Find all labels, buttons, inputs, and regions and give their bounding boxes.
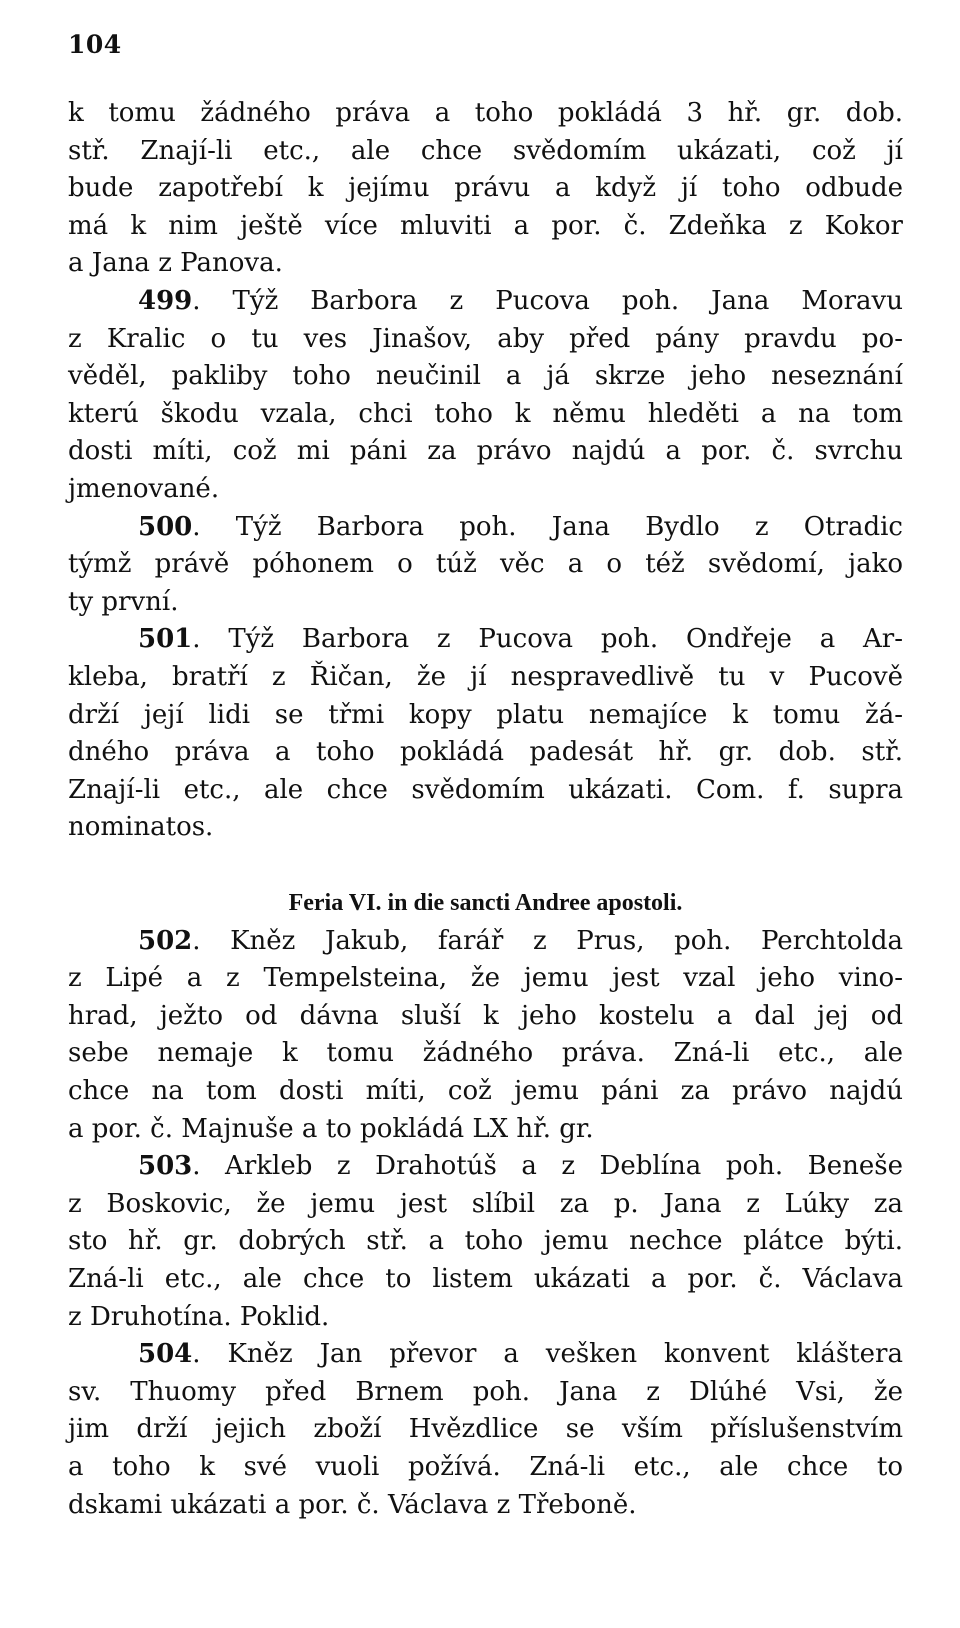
entry-text: . Kněz Jakub, farář z Prus, poh. Perchtolda	[192, 925, 903, 956]
text-line: z Kralic o tu ves Jinašov, aby před pány pravdu po-	[68, 323, 903, 354]
entry-text: . Arkleb z Drahotúš a z Deblína poh. Beneše	[192, 1151, 903, 1182]
text-line: sv. Thuomy před Brnem poh. Jana z Dlúhé Vsi, že	[68, 1376, 903, 1407]
text-line: dného práva a toho pokládá padesát hř. gr. dob. stř.	[68, 737, 903, 768]
text-line: ty první.	[68, 586, 179, 617]
text-block-upper	[68, 95, 903, 847]
text-line: dskami ukázati a por. č. Václava z Třeboně.	[68, 1489, 637, 1520]
text-line: jim drží jejich zboží Hvězdlice se vším příslušenstvím	[68, 1414, 903, 1445]
text-line: z Druhotína. Poklid.	[68, 1301, 330, 1332]
text-line: a por. č. Majnuše a to pokládá LX hř. gr.	[68, 1113, 594, 1144]
entry-499-first-line	[68, 283, 903, 321]
entry-number: 503	[138, 1151, 193, 1182]
entry-number: 502	[138, 925, 193, 956]
text-line: bude zapotřebí k jejímu právu a když jí toho odbude	[68, 173, 903, 204]
text-line: a Jana z Panova.	[68, 248, 283, 279]
text-line: hrad, ježto od dávna sluší k jeho kostelu a dal jej od	[68, 1000, 903, 1031]
text-line: sebe nemaje k tomu žádného práva. Zná-li etc., ale	[68, 1038, 903, 1069]
text-line: týmž právě póhonem o túž věc a o též svědomí, jako	[68, 549, 903, 580]
entry-number: 500	[138, 511, 193, 542]
text-line: Znají-li etc., ale chce svědomím ukázati. Com. f. supra	[68, 774, 903, 805]
entry-text: . Týž Barbora z Pucova poh. Ondřeje a Ar-	[192, 624, 903, 655]
entry-number: 504	[138, 1339, 193, 1370]
text-line: věděl, pakliby toho neučinil a já skrze jeho neseznání	[68, 361, 903, 392]
entry-text: . Týž Barbora poh. Jana Bydlo z Otradic	[192, 511, 903, 542]
text-line: sto hř. gr. dobrých stř. a toho jemu nechce plátce býti.	[68, 1226, 903, 1257]
text-line: chce na tom dosti míti, což jemu páni za právo najdú	[68, 1075, 903, 1106]
entry-number: 501	[138, 624, 193, 655]
text-block-lower	[68, 885, 903, 1524]
entry-503-first-line	[68, 1148, 903, 1186]
text-line: z Lipé a z Tempelsteina, že jemu jest vzal jeho vino-	[68, 963, 903, 994]
entry-500-first-line	[68, 509, 903, 547]
entry-501-first-line	[68, 621, 903, 659]
text-line: jmenované.	[68, 473, 220, 504]
entry-504-first-line	[68, 1336, 903, 1374]
text-line: kterú škodu vzala, chci toho k němu hleděti a na tom	[68, 398, 903, 429]
page-number: 104	[68, 30, 122, 59]
entry-502-first-line	[68, 923, 903, 961]
section-heading: Feria VI. in die sancti Andree apostoli.	[288, 890, 683, 916]
entry-text: . Kněz Jan převor a vešken konvent kláštera	[192, 1339, 903, 1370]
text-line: má k nim ještě více mluviti a por. č. Zdeňka z Kokor	[68, 210, 903, 241]
entry-number: 499	[138, 285, 193, 316]
text-line: Zná-li etc., ale chce to listem ukázati a por. č. Václava	[68, 1263, 903, 1294]
text-line: drží její lidi se třmi kopy platu nemajíce k tomu žá-	[68, 699, 903, 730]
entry-text: . Týž Barbora z Pucova poh. Jana Moravu	[192, 285, 903, 316]
text-line: dosti míti, což mi páni za právo najdú a por. č. svrchu	[68, 436, 903, 467]
text-line: nominatos.	[68, 812, 214, 843]
text-line: z Boskovic, že jemu jest slíbil za p. Jana z Lúky za	[68, 1188, 903, 1219]
text-line: kleba, bratří z Řičan, že jí nespravedlivě tu v Pucově	[68, 661, 903, 692]
text-line: k tomu žádného práva a toho pokládá 3 hř. gr. dob.	[68, 98, 903, 128]
text-line: a toho k své vuoli požívá. Zná-li etc., ale chce to	[68, 1451, 903, 1482]
text-line: stř. Znají-li etc., ale chce svědomím ukázati, což jí	[68, 135, 903, 166]
